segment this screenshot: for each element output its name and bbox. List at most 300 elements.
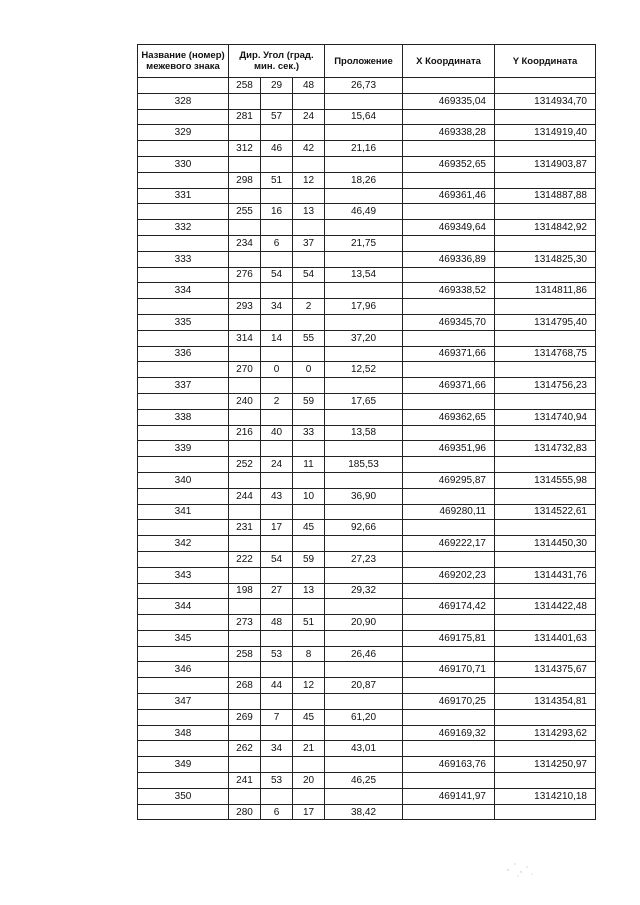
- cell-coord-x: 469141,97: [403, 788, 495, 804]
- cell-angle-min: [261, 346, 293, 362]
- cell-coord-x: [403, 678, 495, 694]
- cell-angle-min: 6: [261, 235, 293, 251]
- cell-length: [325, 346, 403, 362]
- cell-angle-min: 34: [261, 741, 293, 757]
- cell-angle-deg: [229, 788, 261, 804]
- cell-angle-deg: [229, 599, 261, 615]
- cell-angle-min: [261, 599, 293, 615]
- cell-angle-sec: [293, 220, 325, 236]
- cell-mark-name: [138, 393, 229, 409]
- cell-angle-deg: [229, 504, 261, 520]
- cell-angle-deg: 262: [229, 741, 261, 757]
- table-row: [138, 536, 596, 552]
- cell-length: 185,53: [325, 457, 403, 473]
- cell-angle-deg: 298: [229, 172, 261, 188]
- cell-length: [325, 378, 403, 394]
- cell-mark-name: 340: [138, 472, 229, 488]
- cell-angle-deg: 280: [229, 804, 261, 820]
- cell-coord-x: [403, 141, 495, 157]
- table-row: [138, 567, 596, 583]
- cell-coord-y: [495, 615, 596, 631]
- cell-coord-y: 1314887,88: [495, 188, 596, 204]
- cell-coord-x: 469174,42: [403, 599, 495, 615]
- table-row: [138, 441, 596, 457]
- cell-angle-sec: 55: [293, 330, 325, 346]
- table-row: [138, 630, 596, 646]
- cell-angle-min: 6: [261, 804, 293, 820]
- cell-mark-name: [138, 299, 229, 315]
- cell-length: [325, 441, 403, 457]
- cell-angle-min: [261, 441, 293, 457]
- cell-angle-sec: 59: [293, 551, 325, 567]
- table-row: [138, 204, 596, 220]
- cell-mark-name: [138, 583, 229, 599]
- cell-mark-name: 334: [138, 283, 229, 299]
- cell-coord-x: [403, 172, 495, 188]
- cell-angle-deg: [229, 251, 261, 267]
- cell-coord-y: [495, 299, 596, 315]
- cell-angle-sec: [293, 788, 325, 804]
- cell-angle-sec: 45: [293, 709, 325, 725]
- cell-mark-name: 348: [138, 725, 229, 741]
- cell-mark-name: 350: [138, 788, 229, 804]
- cell-coord-x: 469169,32: [403, 725, 495, 741]
- cell-angle-sec: 54: [293, 267, 325, 283]
- cell-coord-y: [495, 330, 596, 346]
- table-row: [138, 78, 596, 94]
- cell-length: 27,23: [325, 551, 403, 567]
- table-row: [138, 725, 596, 741]
- cell-coord-y: [495, 204, 596, 220]
- cell-coord-x: [403, 488, 495, 504]
- cell-angle-sec: 11: [293, 457, 325, 473]
- cell-coord-y: [495, 741, 596, 757]
- table-row: [138, 472, 596, 488]
- cell-length: [325, 283, 403, 299]
- cell-angle-deg: [229, 283, 261, 299]
- cell-length: 26,46: [325, 646, 403, 662]
- cell-mark-name: [138, 425, 229, 441]
- cell-angle-sec: [293, 536, 325, 552]
- table-row: [138, 694, 596, 710]
- cell-length: 26,73: [325, 78, 403, 94]
- table-row: [138, 220, 596, 236]
- cell-coord-y: [495, 804, 596, 820]
- cell-angle-min: 2: [261, 393, 293, 409]
- cell-angle-sec: 33: [293, 425, 325, 441]
- cell-mark-name: [138, 520, 229, 536]
- cell-angle-sec: 21: [293, 741, 325, 757]
- cell-length: [325, 504, 403, 520]
- cell-length: 21,75: [325, 235, 403, 251]
- cell-mark-name: [138, 330, 229, 346]
- cell-coord-x: 469349,64: [403, 220, 495, 236]
- cell-coord-y: [495, 709, 596, 725]
- cell-coord-x: [403, 267, 495, 283]
- cell-length: [325, 188, 403, 204]
- cell-angle-min: 48: [261, 615, 293, 631]
- cell-coord-x: 469345,70: [403, 314, 495, 330]
- cell-coord-x: [403, 362, 495, 378]
- cell-coord-y: [495, 773, 596, 789]
- cell-angle-sec: [293, 504, 325, 520]
- cell-coord-y: [495, 583, 596, 599]
- cell-angle-deg: [229, 378, 261, 394]
- cell-mark-name: 345: [138, 630, 229, 646]
- cell-angle-sec: [293, 441, 325, 457]
- cell-coord-y: [495, 425, 596, 441]
- cell-angle-sec: [293, 251, 325, 267]
- cell-angle-deg: 270: [229, 362, 261, 378]
- cell-angle-deg: 222: [229, 551, 261, 567]
- cell-angle-deg: 258: [229, 646, 261, 662]
- cell-length: [325, 536, 403, 552]
- cell-coord-y: [495, 488, 596, 504]
- cell-angle-sec: 42: [293, 141, 325, 157]
- cell-length: 37,20: [325, 330, 403, 346]
- cell-angle-sec: [293, 662, 325, 678]
- cell-angle-min: 53: [261, 773, 293, 789]
- header-angle: Дир. Угол (град. мин. сек.): [229, 45, 325, 78]
- cell-coord-y: 1314522,61: [495, 504, 596, 520]
- cell-mark-name: 336: [138, 346, 229, 362]
- cell-coord-y: 1314732,83: [495, 441, 596, 457]
- cell-angle-sec: 10: [293, 488, 325, 504]
- cell-coord-y: 1314740,94: [495, 409, 596, 425]
- cell-length: [325, 125, 403, 141]
- table-row: [138, 662, 596, 678]
- cell-length: 18,26: [325, 172, 403, 188]
- table-row: [138, 172, 596, 188]
- cell-angle-min: 57: [261, 109, 293, 125]
- cell-mark-name: [138, 78, 229, 94]
- cell-angle-min: 17: [261, 520, 293, 536]
- cell-length: 29,32: [325, 583, 403, 599]
- cell-angle-deg: 244: [229, 488, 261, 504]
- cell-angle-deg: [229, 346, 261, 362]
- cell-mark-name: 335: [138, 314, 229, 330]
- header-y: Y Координата: [495, 45, 596, 78]
- cell-mark-name: [138, 362, 229, 378]
- cell-angle-min: [261, 283, 293, 299]
- cell-angle-deg: [229, 409, 261, 425]
- cell-coord-x: [403, 330, 495, 346]
- cell-angle-sec: [293, 472, 325, 488]
- cell-angle-sec: [293, 314, 325, 330]
- scan-noise: [505, 858, 535, 878]
- cell-angle-deg: [229, 314, 261, 330]
- cell-length: [325, 567, 403, 583]
- cell-coord-y: [495, 172, 596, 188]
- cell-coord-x: [403, 741, 495, 757]
- cell-angle-sec: [293, 599, 325, 615]
- cell-mark-name: 333: [138, 251, 229, 267]
- table-body: [138, 78, 596, 820]
- cell-angle-deg: 216: [229, 425, 261, 441]
- cell-angle-deg: [229, 188, 261, 204]
- cell-length: 17,96: [325, 299, 403, 315]
- cell-angle-sec: 17: [293, 804, 325, 820]
- cell-mark-name: [138, 741, 229, 757]
- cell-mark-name: [138, 678, 229, 694]
- cell-angle-min: [261, 409, 293, 425]
- cell-angle-deg: [229, 694, 261, 710]
- table-row: [138, 299, 596, 315]
- cell-angle-sec: 37: [293, 235, 325, 251]
- cell-mark-name: [138, 235, 229, 251]
- cell-angle-deg: [229, 536, 261, 552]
- cell-angle-deg: 252: [229, 457, 261, 473]
- cell-coord-x: [403, 709, 495, 725]
- cell-angle-min: 51: [261, 172, 293, 188]
- cell-length: [325, 788, 403, 804]
- cell-coord-y: 1314431,76: [495, 567, 596, 583]
- cell-length: 15,64: [325, 109, 403, 125]
- cell-length: 43,01: [325, 741, 403, 757]
- table-row: [138, 330, 596, 346]
- cell-coord-y: [495, 235, 596, 251]
- cell-angle-sec: 0: [293, 362, 325, 378]
- cell-coord-x: [403, 773, 495, 789]
- table-row: [138, 741, 596, 757]
- cell-angle-sec: [293, 188, 325, 204]
- cell-coord-x: 469336,89: [403, 251, 495, 267]
- table-row: [138, 251, 596, 267]
- cell-length: [325, 630, 403, 646]
- cell-length: 92,66: [325, 520, 403, 536]
- cell-coord-y: [495, 109, 596, 125]
- cell-angle-deg: [229, 125, 261, 141]
- cell-angle-min: 34: [261, 299, 293, 315]
- cell-angle-sec: [293, 725, 325, 741]
- cell-mark-name: [138, 615, 229, 631]
- cell-coord-y: [495, 78, 596, 94]
- cell-angle-sec: 51: [293, 615, 325, 631]
- cell-angle-deg: [229, 441, 261, 457]
- cell-coord-x: [403, 425, 495, 441]
- cell-angle-min: [261, 662, 293, 678]
- table-row: [138, 362, 596, 378]
- table-row: [138, 646, 596, 662]
- cell-coord-x: [403, 615, 495, 631]
- header-x: X Координата: [403, 45, 495, 78]
- cell-angle-min: [261, 788, 293, 804]
- table-row: [138, 393, 596, 409]
- cell-coord-y: [495, 678, 596, 694]
- cell-angle-deg: 293: [229, 299, 261, 315]
- table-row: [138, 314, 596, 330]
- cell-length: [325, 694, 403, 710]
- cell-angle-deg: 258: [229, 78, 261, 94]
- cell-length: [325, 725, 403, 741]
- table-row: [138, 788, 596, 804]
- cell-coord-y: [495, 362, 596, 378]
- cell-angle-min: 54: [261, 551, 293, 567]
- cell-angle-sec: [293, 694, 325, 710]
- cell-mark-name: 349: [138, 757, 229, 773]
- cell-mark-name: [138, 551, 229, 567]
- cell-angle-min: 43: [261, 488, 293, 504]
- coordinates-table: [137, 44, 596, 820]
- cell-angle-min: 54: [261, 267, 293, 283]
- cell-angle-min: 14: [261, 330, 293, 346]
- cell-angle-sec: 48: [293, 78, 325, 94]
- cell-angle-sec: [293, 125, 325, 141]
- cell-angle-deg: 231: [229, 520, 261, 536]
- cell-mark-name: 337: [138, 378, 229, 394]
- cell-angle-sec: [293, 156, 325, 172]
- cell-coord-x: [403, 299, 495, 315]
- cell-length: [325, 314, 403, 330]
- cell-length: 20,90: [325, 615, 403, 631]
- table-header-row: [138, 45, 596, 78]
- cell-coord-y: 1314768,75: [495, 346, 596, 362]
- cell-mark-name: 343: [138, 567, 229, 583]
- cell-angle-min: [261, 567, 293, 583]
- cell-mark-name: 328: [138, 93, 229, 109]
- cell-angle-min: 7: [261, 709, 293, 725]
- cell-coord-x: [403, 457, 495, 473]
- cell-angle-sec: [293, 409, 325, 425]
- cell-coord-x: 469295,87: [403, 472, 495, 488]
- cell-angle-deg: [229, 472, 261, 488]
- cell-mark-name: 338: [138, 409, 229, 425]
- cell-coord-x: 469202,23: [403, 567, 495, 583]
- cell-coord-y: 1314250,97: [495, 757, 596, 773]
- cell-length: [325, 220, 403, 236]
- cell-angle-deg: 312: [229, 141, 261, 157]
- cell-coord-x: [403, 393, 495, 409]
- cell-coord-y: 1314934,70: [495, 93, 596, 109]
- cell-length: [325, 599, 403, 615]
- cell-length: 38,42: [325, 804, 403, 820]
- cell-length: [325, 251, 403, 267]
- cell-coord-x: 469362,65: [403, 409, 495, 425]
- cell-angle-sec: 2: [293, 299, 325, 315]
- table-row: [138, 551, 596, 567]
- cell-coord-y: 1314401,63: [495, 630, 596, 646]
- table-row: [138, 583, 596, 599]
- cell-mark-name: 331: [138, 188, 229, 204]
- cell-angle-deg: [229, 662, 261, 678]
- cell-angle-deg: 240: [229, 393, 261, 409]
- cell-angle-deg: 234: [229, 235, 261, 251]
- cell-coord-x: [403, 646, 495, 662]
- cell-length: 20,87: [325, 678, 403, 694]
- cell-coord-x: 469335,04: [403, 93, 495, 109]
- cell-angle-deg: [229, 630, 261, 646]
- cell-coord-y: [495, 267, 596, 283]
- cell-angle-min: [261, 314, 293, 330]
- cell-coord-x: 469351,96: [403, 441, 495, 457]
- cell-angle-min: [261, 125, 293, 141]
- table-row: [138, 520, 596, 536]
- cell-coord-x: [403, 235, 495, 251]
- table-row: [138, 109, 596, 125]
- table-row: [138, 409, 596, 425]
- cell-mark-name: 341: [138, 504, 229, 520]
- table-row: [138, 678, 596, 694]
- cell-coord-y: 1314210,18: [495, 788, 596, 804]
- cell-angle-deg: 281: [229, 109, 261, 125]
- cell-angle-sec: [293, 93, 325, 109]
- cell-coord-x: 469371,66: [403, 346, 495, 362]
- cell-angle-sec: 13: [293, 583, 325, 599]
- cell-angle-min: 27: [261, 583, 293, 599]
- cell-angle-sec: 12: [293, 678, 325, 694]
- cell-coord-y: 1314555,98: [495, 472, 596, 488]
- cell-angle-min: [261, 220, 293, 236]
- cell-angle-deg: [229, 93, 261, 109]
- table-row: [138, 615, 596, 631]
- cell-angle-min: 46: [261, 141, 293, 157]
- cell-angle-min: [261, 504, 293, 520]
- cell-length: [325, 757, 403, 773]
- cell-length: [325, 156, 403, 172]
- cell-coord-y: 1314375,67: [495, 662, 596, 678]
- cell-angle-min: 16: [261, 204, 293, 220]
- cell-mark-name: [138, 204, 229, 220]
- header-name: Название (номер) межевого знака: [138, 45, 229, 78]
- cell-mark-name: [138, 141, 229, 157]
- cell-mark-name: 329: [138, 125, 229, 141]
- cell-angle-min: 29: [261, 78, 293, 94]
- cell-mark-name: 332: [138, 220, 229, 236]
- cell-mark-name: [138, 773, 229, 789]
- cell-angle-min: [261, 536, 293, 552]
- cell-coord-y: 1314756,23: [495, 378, 596, 394]
- cell-angle-deg: 273: [229, 615, 261, 631]
- cell-angle-sec: 59: [293, 393, 325, 409]
- cell-angle-deg: 269: [229, 709, 261, 725]
- table-row: [138, 457, 596, 473]
- cell-angle-sec: 8: [293, 646, 325, 662]
- table-row: [138, 488, 596, 504]
- cell-coord-x: [403, 804, 495, 820]
- cell-angle-deg: 255: [229, 204, 261, 220]
- cell-angle-deg: [229, 156, 261, 172]
- cell-angle-sec: [293, 346, 325, 362]
- cell-mark-name: [138, 457, 229, 473]
- cell-coord-x: [403, 520, 495, 536]
- cell-angle-deg: [229, 725, 261, 741]
- cell-mark-name: [138, 267, 229, 283]
- cell-coord-x: 469170,71: [403, 662, 495, 678]
- cell-angle-deg: [229, 220, 261, 236]
- cell-coord-y: [495, 551, 596, 567]
- table-row: [138, 125, 596, 141]
- table-row: [138, 425, 596, 441]
- cell-coord-y: 1314903,87: [495, 156, 596, 172]
- cell-length: 12,52: [325, 362, 403, 378]
- header-length: Проложение: [325, 45, 403, 78]
- cell-length: 17,65: [325, 393, 403, 409]
- cell-mark-name: 339: [138, 441, 229, 457]
- cell-coord-y: 1314825,30: [495, 251, 596, 267]
- cell-angle-min: [261, 93, 293, 109]
- cell-mark-name: [138, 804, 229, 820]
- cell-mark-name: [138, 488, 229, 504]
- cell-length: [325, 662, 403, 678]
- table-row: [138, 156, 596, 172]
- cell-coord-x: [403, 109, 495, 125]
- cell-angle-sec: 12: [293, 172, 325, 188]
- table-row: [138, 773, 596, 789]
- cell-coord-y: 1314919,40: [495, 125, 596, 141]
- cell-angle-min: [261, 472, 293, 488]
- cell-mark-name: 330: [138, 156, 229, 172]
- cell-coord-x: 469361,46: [403, 188, 495, 204]
